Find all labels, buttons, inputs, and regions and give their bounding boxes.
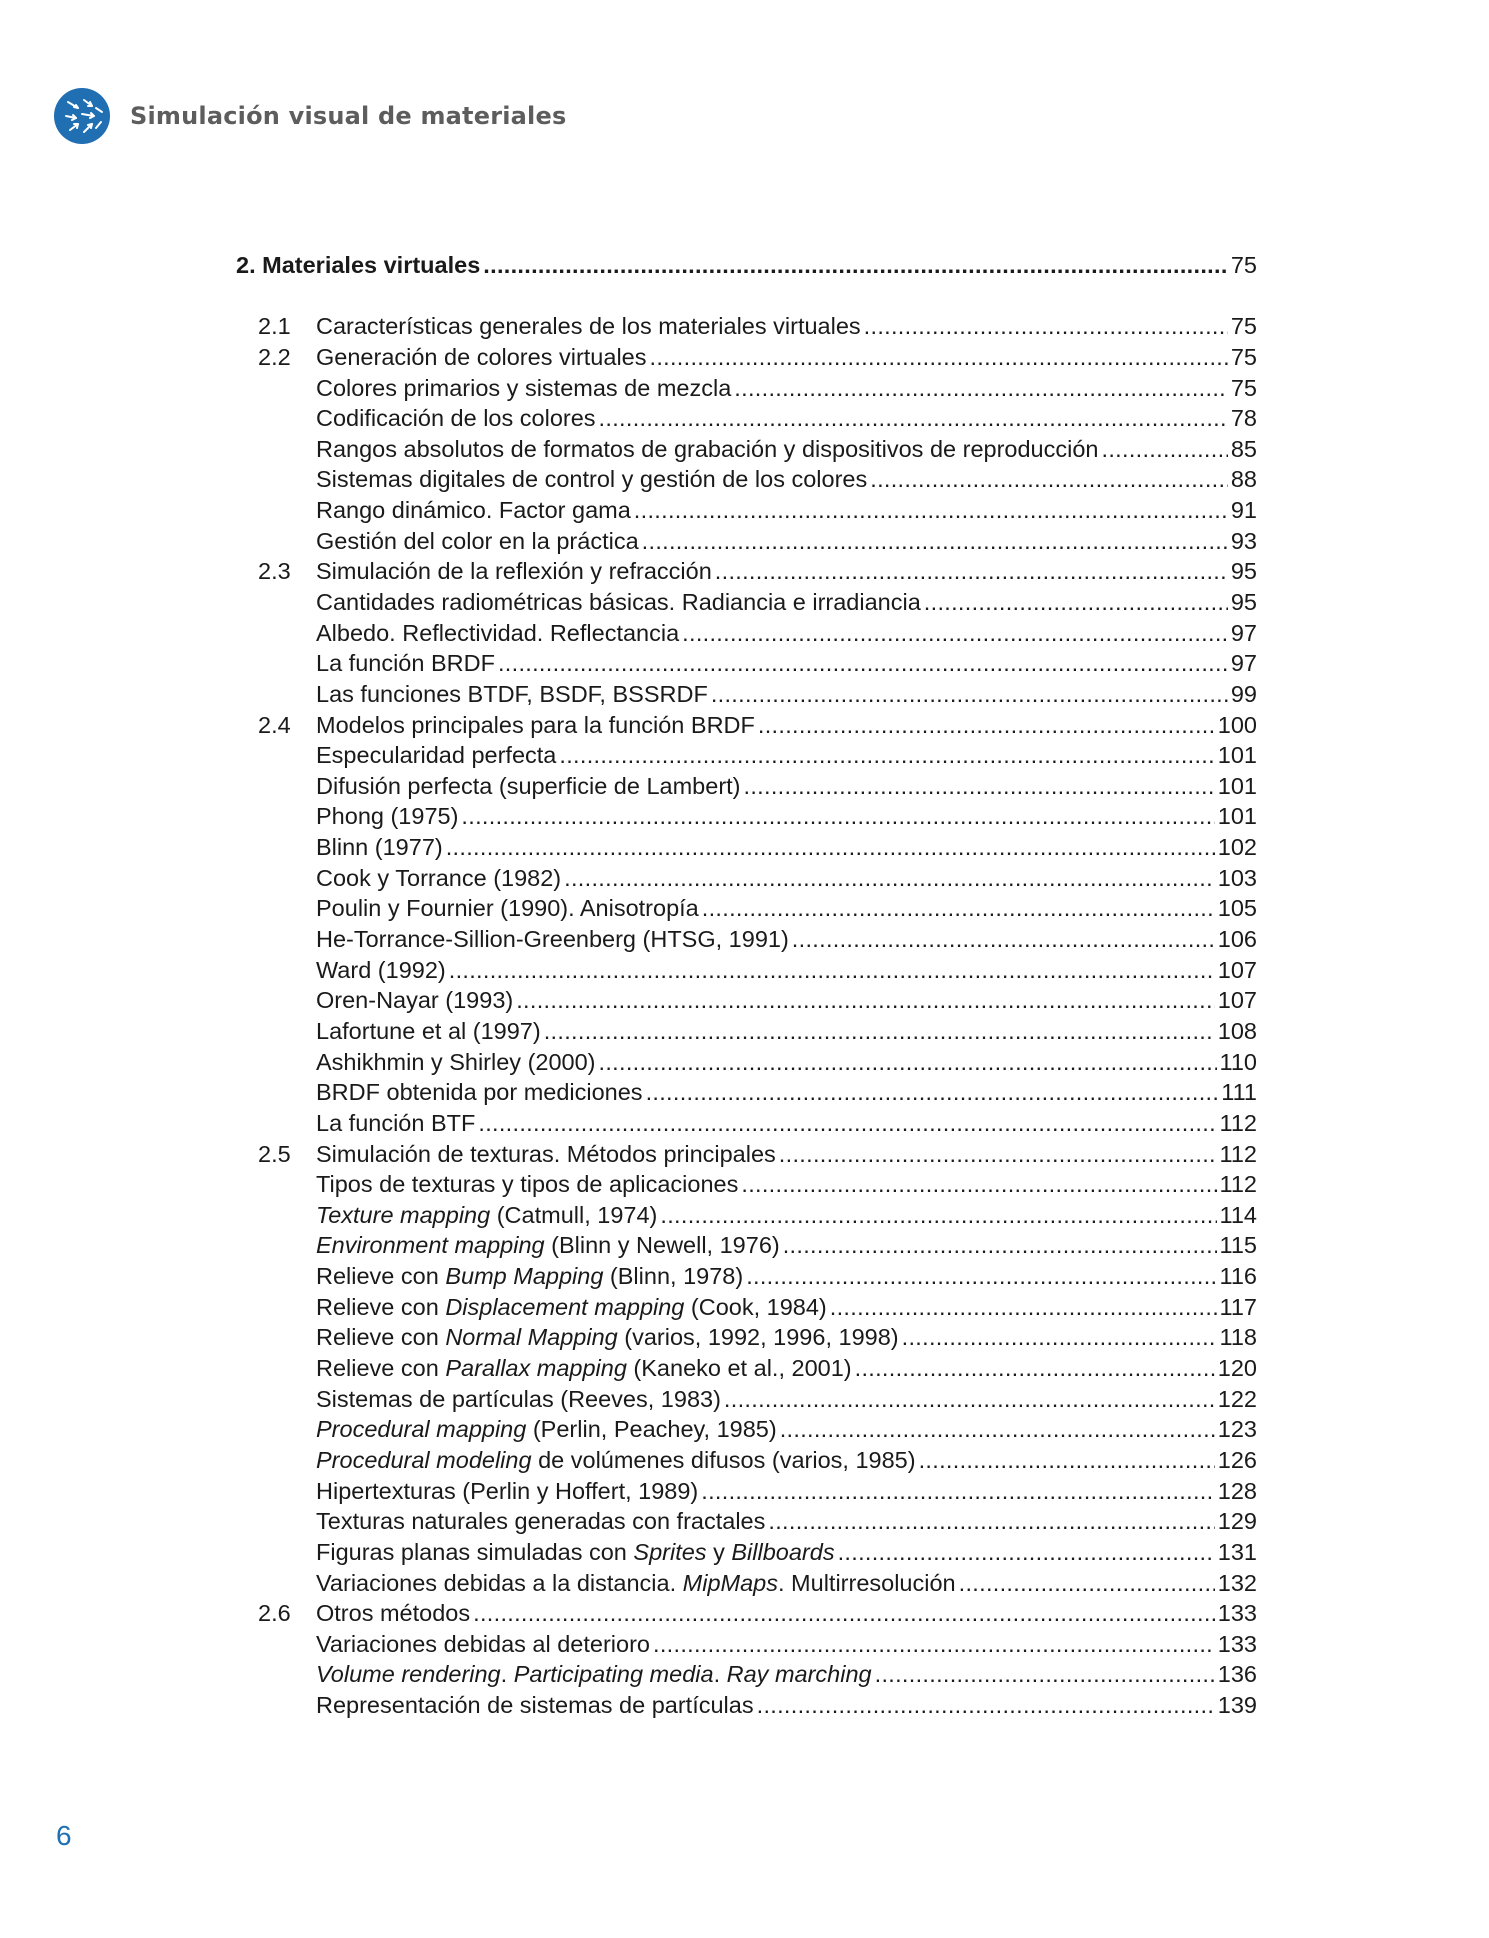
- toc-entry-title: [316, 1169, 738, 1200]
- toc-entry-page: 93: [1230, 527, 1257, 554]
- toc-entry: [236, 1230, 1257, 1261]
- toc-entry-page: 129: [1217, 1508, 1257, 1535]
- toc-entry-title-part: Difusión perfecta (superficie de Lambert): [316, 772, 741, 799]
- toc-entry-page: 100: [1217, 711, 1257, 738]
- dot-leader: [702, 893, 1215, 924]
- toc-entry-title-part: La función BRDF: [316, 650, 495, 677]
- toc-entry-title-part: Simulación de la reflexión y refracción: [316, 558, 712, 585]
- toc-entry-title: [316, 1598, 470, 1629]
- dot-leader: [734, 373, 1228, 404]
- toc-entry-title: [316, 955, 446, 986]
- dot-leader: [838, 1537, 1215, 1568]
- toc-entry-title-part: MipMaps: [682, 1569, 778, 1596]
- dot-leader: [653, 1629, 1215, 1660]
- toc-entry: [236, 1139, 1257, 1170]
- toc-entry-title-part: .: [713, 1661, 727, 1688]
- toc-entry-title: [316, 1047, 596, 1078]
- dot-leader: [724, 1384, 1215, 1415]
- toc-entry-title: [316, 771, 741, 802]
- toc-entry-page: 116: [1219, 1263, 1257, 1290]
- toc-entry-title-part: Variaciones debidas al deterioro: [316, 1630, 650, 1657]
- toc-entry-title: [316, 740, 556, 771]
- toc-entry-title-part: Hipertexturas (Perlin y Hoffert, 1989): [316, 1477, 699, 1504]
- dot-leader: [875, 1659, 1215, 1690]
- dot-leader: [746, 1261, 1216, 1292]
- toc-entry: [236, 403, 1257, 434]
- toc-entry-title-part: Codificación de los colores: [316, 405, 596, 432]
- toc-entry-title: [316, 1261, 743, 1292]
- toc-entry-title: [316, 1476, 698, 1507]
- toc-entry-page: 97: [1230, 650, 1257, 677]
- toc-entry-title-part: Oren-Nayar (1993): [316, 987, 514, 1014]
- toc-entry: [236, 556, 1257, 587]
- toc-entry-page: 112: [1219, 1171, 1257, 1198]
- toc-entry-title-part: Ashikhmin y Shirley (2000): [316, 1048, 596, 1075]
- toc-entry: [236, 893, 1257, 924]
- toc-entry-page: 107: [1217, 987, 1257, 1014]
- toc-entry-title-part: Relieve con: [316, 1263, 446, 1290]
- toc-entry-title: [316, 1690, 754, 1721]
- dot-leader: [682, 618, 1228, 649]
- toc-entry-title: [316, 1322, 899, 1353]
- toc-entry-page: 139: [1217, 1692, 1257, 1719]
- toc-entry-title: [316, 1414, 777, 1445]
- toc-entry-page: 136: [1217, 1661, 1257, 1688]
- toc-entry-title: [316, 1108, 475, 1139]
- toc-entry-title: [316, 556, 712, 587]
- toc-entry-title-part: Sistemas de partículas (Reeves, 1983): [316, 1385, 721, 1412]
- toc-entry-number: 2.6: [258, 1600, 291, 1627]
- toc-entry-title: [316, 985, 513, 1016]
- toc-entry-page: 132: [1217, 1569, 1257, 1596]
- toc-entry-title: [316, 1230, 780, 1261]
- toc-entry-page: 112: [1219, 1140, 1257, 1167]
- toc-entry: [236, 311, 1257, 342]
- toc-entry-page: 105: [1217, 895, 1257, 922]
- toc-entry: [236, 1077, 1257, 1108]
- toc-entry: [236, 1292, 1257, 1323]
- toc-entry-title: [316, 1139, 776, 1170]
- toc-entry-page: 107: [1217, 956, 1257, 983]
- dot-leader: [449, 955, 1215, 986]
- toc-entry-title-part: .: [500, 1661, 514, 1688]
- toc-entry-page: 101: [1217, 772, 1257, 799]
- toc-entry: [236, 1598, 1257, 1629]
- toc-entry-title-part: Gestión del color en la práctica: [316, 527, 639, 554]
- toc-entry-page: 112: [1219, 1109, 1257, 1136]
- toc-entry-title-part: Volume rendering: [316, 1661, 501, 1688]
- toc-entry-number: 2.3: [258, 558, 291, 585]
- toc-entry-title-part: Phong (1975): [316, 803, 459, 830]
- toc-entry-title-part: (Blinn, 1978): [603, 1263, 744, 1290]
- toc-entry-page: 91: [1230, 497, 1257, 524]
- dot-leader: [564, 863, 1215, 894]
- toc-entry: [236, 342, 1257, 373]
- toc-entry: [236, 526, 1257, 557]
- dot-leader: [830, 1292, 1217, 1323]
- toc-entry-title-part: Rangos absolutos de formatos de grabación y dispositivos de reproducción: [316, 435, 1099, 462]
- toc-entry-page: 115: [1219, 1232, 1257, 1259]
- toc-entry-title: [316, 373, 731, 404]
- toc-entry-title: [316, 893, 699, 924]
- toc-entry: [236, 1384, 1257, 1415]
- dot-leader: [559, 740, 1214, 771]
- dot-leader: [864, 311, 1228, 342]
- toc-entry-title: [316, 1384, 721, 1415]
- toc-entry-page: 75: [1230, 313, 1257, 340]
- dot-leader: [1102, 434, 1228, 465]
- toc-entry-title: [316, 526, 639, 557]
- toc-entry-title-part: Especularidad perfecta: [316, 742, 557, 769]
- toc-entry-title-part: (Blinn y Newell, 1976): [544, 1232, 780, 1259]
- toc-entry: [236, 1169, 1257, 1200]
- toc-entry-title-part: (Kaneko et al., 2001): [626, 1355, 852, 1382]
- toc-entry: [236, 771, 1257, 802]
- dot-leader: [646, 1077, 1219, 1108]
- toc-entry-page: 133: [1217, 1630, 1257, 1657]
- toc-entry-title-part: Tipos de texturas y tipos de aplicaciones: [316, 1171, 739, 1198]
- toc-entry-title-part: . Multirresolución: [778, 1569, 956, 1596]
- toc-entry-title-part: Variaciones debidas a la distancia.: [316, 1569, 683, 1596]
- toc-entry-title-part: BRDF obtenida por mediciones: [316, 1079, 643, 1106]
- toc-entry-title: [316, 832, 443, 863]
- toc-entry: [236, 250, 1257, 281]
- toc-entry-title-part: Participating media: [513, 1661, 714, 1688]
- dot-leader: [498, 648, 1228, 679]
- dot-leader: [701, 1476, 1215, 1507]
- dot-leader: [792, 924, 1215, 955]
- dot-leader: [634, 495, 1228, 526]
- toc-entry: [236, 1200, 1257, 1231]
- toc-entry-number: 2.1: [258, 313, 291, 340]
- toc-entry-title-part: Figuras planas simuladas con: [316, 1538, 634, 1565]
- toc-entry: [236, 373, 1257, 404]
- toc-entry: [236, 1445, 1257, 1476]
- header-title: Simulación visual de materiales: [130, 102, 567, 130]
- toc-entry-title-part: Procedural mapping: [316, 1416, 527, 1443]
- toc-entry-title-part: Parallax mapping: [445, 1355, 627, 1382]
- toc-entry-title: [316, 924, 789, 955]
- toc-entry-title: [316, 1445, 916, 1476]
- toc-entry: [236, 801, 1257, 832]
- toc-entry-title-part: Las funciones BTDF, BSDF, BSSRDF: [316, 680, 708, 707]
- dot-leader: [902, 1322, 1217, 1353]
- toc-entry-page: 103: [1217, 864, 1257, 891]
- toc-entry-page: 101: [1217, 803, 1257, 830]
- logo-icon: [54, 88, 110, 144]
- toc-entry-title-part: Cook y Torrance (1982): [316, 864, 562, 891]
- toc-entry-title-part: Procedural modeling: [316, 1446, 532, 1473]
- toc-entry-title: [316, 587, 921, 618]
- toc-entry-page: 111: [1221, 1079, 1257, 1106]
- toc-entry: [236, 1537, 1257, 1568]
- toc-entry-title-part: Otros métodos: [316, 1600, 471, 1627]
- toc-entry-title: [316, 1659, 872, 1690]
- dot-leader: [473, 1598, 1215, 1629]
- toc-entry: [236, 1261, 1257, 1292]
- dot-leader: [783, 1230, 1217, 1261]
- dot-leader: [757, 1690, 1215, 1721]
- toc-entry: [236, 740, 1257, 771]
- toc-entry-page: 108: [1217, 1017, 1257, 1044]
- toc-entry: [236, 1108, 1257, 1139]
- toc-entry-title-part: Sistemas digitales de control y gestión de los colores: [316, 466, 868, 493]
- toc-entry: [236, 985, 1257, 1016]
- toc-entry-title-part: Relieve con: [316, 1293, 446, 1320]
- toc-entry-title-part: Texture mapping: [316, 1201, 491, 1228]
- toc-entry-title-part: Poulin y Fournier (1990). Anisotropía: [316, 895, 699, 922]
- toc-entry: [236, 1353, 1257, 1384]
- page-header: [54, 88, 566, 144]
- toc-entry-page: 128: [1217, 1477, 1257, 1504]
- dot-leader: [660, 1200, 1216, 1231]
- toc-entry-title-part: Bump Mapping: [445, 1263, 604, 1290]
- toc-entry: [236, 924, 1257, 955]
- toc-entry-title-part: Simulación de texturas. Métodos principales: [316, 1140, 776, 1167]
- toc-entry-title: [316, 679, 708, 710]
- toc-entry: [236, 1414, 1257, 1445]
- toc-entry: [236, 710, 1257, 741]
- toc-entry-title-part: 2. Materiales virtuales: [236, 252, 481, 278]
- dot-leader: [544, 1016, 1215, 1047]
- toc-entry-title-part: Sprites: [633, 1538, 707, 1565]
- toc-entry-number: 2.2: [258, 343, 291, 370]
- toc-entry-title-part: He-Torrance-Sillion-Greenberg (HTSG, 1991): [316, 926, 789, 953]
- toc-entry-title: [316, 1537, 835, 1568]
- dot-leader: [780, 1414, 1215, 1445]
- toc-entry-title: [316, 342, 646, 373]
- toc-entry-title-part: de volúmenes difusos (varios, 1985): [531, 1446, 916, 1473]
- toc-entry-title-part: (Cook, 1984): [684, 1293, 827, 1320]
- toc-entry: [236, 1476, 1257, 1507]
- toc-entry: [236, 1568, 1257, 1599]
- dot-leader: [919, 1445, 1215, 1476]
- toc-entry-title-part: Características generales de los materiales virtuales: [316, 313, 861, 340]
- toc-entry-title: [316, 618, 679, 649]
- dot-leader: [744, 771, 1215, 802]
- toc-entry-title-part: Representación de sistemas de partículas: [316, 1692, 754, 1719]
- toc-entry-title-part: (Catmull, 1974): [490, 1201, 658, 1228]
- toc-entry-title: [316, 434, 1099, 465]
- dot-leader: [715, 556, 1228, 587]
- toc-entry-number: 2.5: [258, 1140, 291, 1167]
- toc-entry: [236, 1016, 1257, 1047]
- toc-entry: [236, 648, 1257, 679]
- toc-entry-page: 75: [1230, 374, 1257, 401]
- toc-entry-page: 126: [1217, 1446, 1257, 1473]
- toc-entry-title: [316, 1568, 956, 1599]
- toc-entry-page: 85: [1230, 435, 1257, 462]
- dot-leader: [599, 1047, 1217, 1078]
- toc-entry: [236, 1690, 1257, 1721]
- toc-entry: [236, 1322, 1257, 1353]
- toc-entry-title-part: Normal Mapping: [445, 1324, 618, 1351]
- toc-entry-title-part: (varios, 1992, 1996, 1998): [617, 1324, 899, 1351]
- toc-entry-page: 102: [1217, 834, 1257, 861]
- toc-entry-page: 122: [1217, 1385, 1257, 1412]
- dot-leader: [959, 1568, 1215, 1599]
- dot-leader: [599, 403, 1228, 434]
- dot-leader: [779, 1139, 1217, 1170]
- toc-entry-title-part: Relieve con: [316, 1324, 446, 1351]
- toc-entry: [236, 618, 1257, 649]
- toc-entry-title-part: Relieve con: [316, 1355, 446, 1382]
- dot-leader: [924, 587, 1228, 618]
- toc-entry: [236, 1659, 1257, 1690]
- dot-leader: [516, 985, 1215, 1016]
- toc-entry-page: 99: [1230, 680, 1257, 707]
- toc-entry: [236, 1506, 1257, 1537]
- toc-entry-title: [316, 1353, 852, 1384]
- toc-entry-title: [316, 710, 755, 741]
- toc-entry-title-part: Ward (1992): [316, 956, 446, 983]
- toc-entry-title: [316, 801, 458, 832]
- toc-entry-title-part: (Perlin, Peachey, 1985): [526, 1416, 777, 1443]
- toc-entry-title: [316, 311, 861, 342]
- toc-entry-title-part: Environment mapping: [316, 1232, 545, 1259]
- toc-entry-title-part: Displacement mapping: [445, 1293, 685, 1320]
- toc-entry-page: 101: [1217, 742, 1257, 769]
- toc-entry-title: [316, 495, 631, 526]
- toc-entry-page: 131: [1217, 1538, 1257, 1565]
- toc-entry-title: [236, 250, 480, 281]
- dot-leader: [478, 1108, 1216, 1139]
- toc-entry-page: 95: [1230, 558, 1257, 585]
- toc-entry-page: 118: [1219, 1324, 1257, 1351]
- toc-entry-title-part: Albedo. Reflectividad. Reflectancia: [316, 619, 680, 646]
- toc-entry-page: 95: [1230, 589, 1257, 615]
- toc-entry-title: [316, 1506, 765, 1537]
- toc-entry-title: [316, 863, 561, 894]
- toc-entry-page: 114: [1219, 1201, 1257, 1228]
- toc-entry-title-part: Ray marching: [726, 1661, 872, 1688]
- dot-leader: [768, 1506, 1214, 1537]
- toc-entry: [236, 679, 1257, 710]
- toc-entry-title: [316, 1292, 827, 1323]
- toc-entry-title: [316, 1629, 650, 1660]
- dot-leader: [870, 464, 1228, 495]
- dot-leader: [855, 1353, 1215, 1384]
- toc-entry-page: 88: [1230, 466, 1257, 493]
- toc-entry-title-part: Lafortune et al (1997): [316, 1017, 541, 1044]
- toc-entry-title: [316, 648, 495, 679]
- dot-leader: [446, 832, 1215, 863]
- toc-entry-page: 97: [1230, 619, 1257, 646]
- toc-entry-title: [316, 1077, 643, 1108]
- page-number: 6: [56, 1820, 72, 1851]
- toc-entry-title: [316, 403, 596, 434]
- toc-entry: [236, 832, 1257, 863]
- toc-entry-page: 75: [1230, 343, 1257, 370]
- toc-entry: [236, 587, 1257, 618]
- table-of-contents: [236, 250, 1257, 1721]
- toc-entry-page: 117: [1219, 1293, 1257, 1320]
- toc-entry: [236, 495, 1257, 526]
- toc-entry-page: 110: [1219, 1048, 1257, 1075]
- toc-entry: [236, 955, 1257, 986]
- toc-entry: [236, 863, 1257, 894]
- toc-entry-page: 106: [1217, 926, 1257, 953]
- dot-leader: [461, 801, 1214, 832]
- toc-entry-title-part: Texturas naturales generadas con fractales: [316, 1508, 766, 1535]
- dot-leader: [483, 250, 1228, 281]
- toc-entry: [236, 1047, 1257, 1078]
- toc-entry-title-part: Modelos principales para la función BRDF: [316, 711, 755, 738]
- toc-entry-page: 120: [1217, 1355, 1257, 1382]
- dot-leader: [741, 1169, 1216, 1200]
- toc-entry-page: 133: [1217, 1600, 1257, 1627]
- toc-entry-title-part: Generación de colores virtuales: [316, 343, 647, 370]
- dot-leader: [711, 679, 1228, 710]
- toc-entry-page: 75: [1230, 252, 1257, 278]
- toc-entry: [236, 434, 1257, 465]
- toc-entry-title-part: Blinn (1977): [316, 834, 443, 861]
- toc-entry-title-part: La función BTF: [316, 1109, 476, 1136]
- toc-entry-title-part: y: [706, 1538, 732, 1565]
- toc-entry-title: [316, 1016, 541, 1047]
- toc-entry-title-part: Colores primarios y sistemas de mezcla: [316, 374, 732, 401]
- toc-entry: [236, 1629, 1257, 1660]
- dot-leader: [758, 710, 1215, 741]
- dot-leader: [649, 342, 1227, 373]
- toc-entry-title-part: Billboards: [731, 1538, 835, 1565]
- toc-entry-number: 2.4: [258, 711, 291, 738]
- toc-entry-page: 78: [1230, 405, 1257, 432]
- toc-entry-page: 123: [1217, 1416, 1257, 1443]
- toc-entry-title-part: Cantidades radiométricas básicas. Radiancia e irradiancia: [316, 589, 921, 615]
- toc-entry-title: [316, 464, 867, 495]
- toc-entry: [236, 464, 1257, 495]
- dot-leader: [642, 526, 1228, 557]
- toc-entry-title-part: Rango dinámico. Factor gama: [316, 497, 631, 524]
- toc-entry-title: [316, 1200, 657, 1231]
